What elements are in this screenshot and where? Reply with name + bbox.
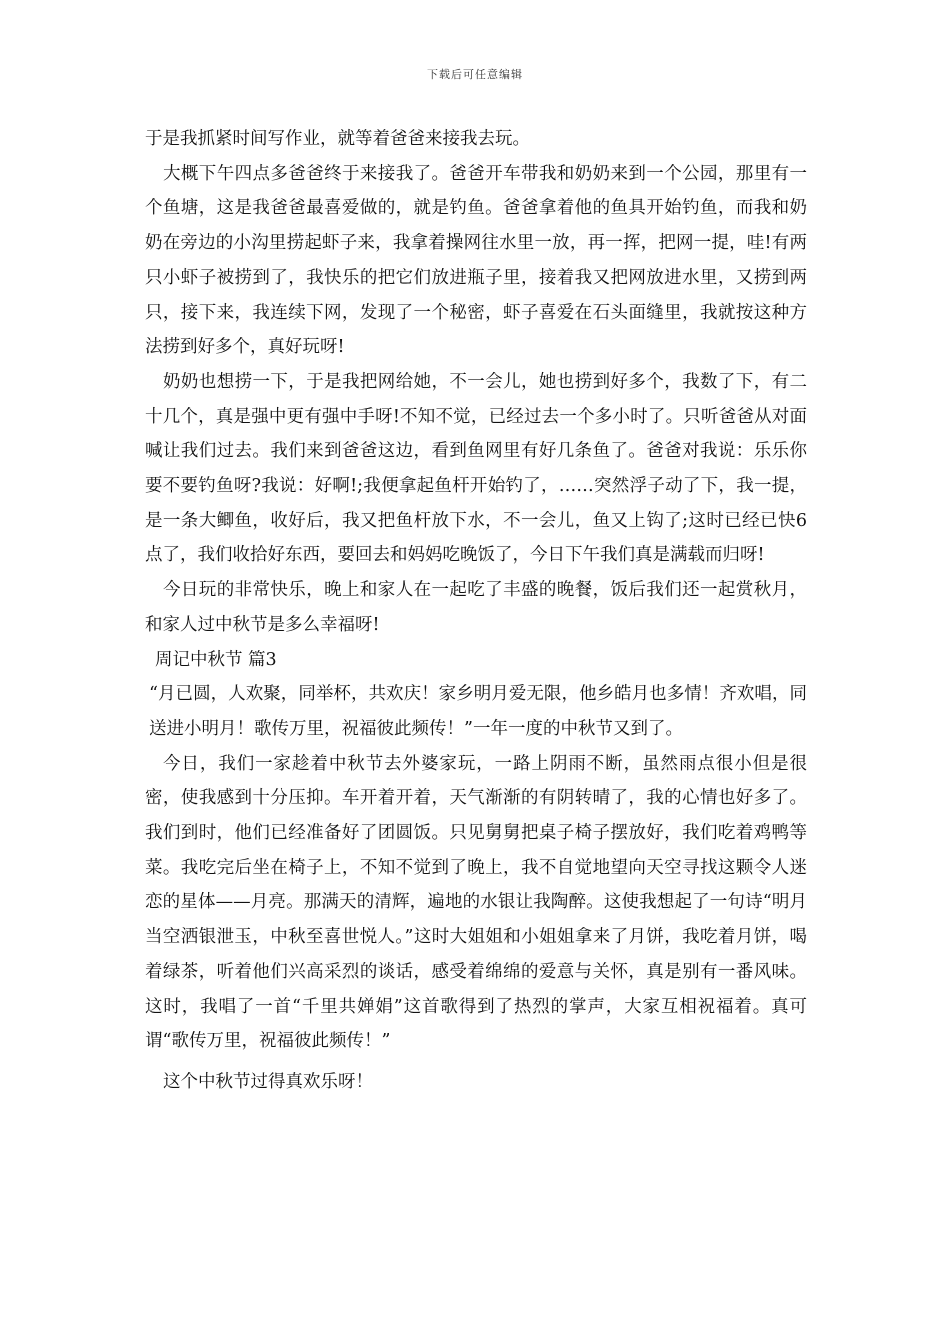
paragraph-grandmother-house: 今日，我们一家趁着中秋节去外婆家玩，一路上阴雨不断，虽然雨点很小但是很密，使我感到十分压抑。车开着开着，天气渐渐的有阴转晴了，我的心情也好多了。我们到时，他们已经准备好了团圆饭。只见舅舅把桌子椅子摆放好，我们吃着鸡鸭等菜。我吃完后坐在椅子上，不知不觉到了晚上，我不自觉地望向天空寻找这颗令人迷恋的星体——月亮。那满天的清辉，遍地的水银让我陶醉。这使我想起了一句诗“明月当空洒银泄玉，中秋至喜世悦人。”这时大姐姐和小姐姐拿来了月饼，我吃着月饼，喝着绿茶，听着他们兴高采烈的谈话，感受着绵绵的爱意与关怀，真是别有一番风味。这时，我唱了一首“千里共婵娟”这首歌得到了热烈的掌声，大家互相祝福着。真可谓“歌传万里，祝福彼此频传！” <box>145 753 807 1052</box>
paragraph-continuation: 于是我抓紧时间写作业，就等着爸爸来接我去玩。 <box>145 129 530 149</box>
section-heading: 周记中秋节 篇3 <box>155 649 277 670</box>
paragraph-conclusion: 这个中秋节过得真欢乐呀！ <box>163 1071 373 1092</box>
paragraph-fishing: 大概下午四点多爸爸终于来接我了。爸爸开车带我和奶奶来到一个公园，那里有一个鱼塘，这是我爸爸最喜爱做的，就是钓鱼。爸爸拿着他的鱼具开始钓鱼，而我和奶奶在旁边的小沟里捞起虾子来，我拿着操网往水里一放，再一挥，把网一提，哇!有两只小虾子被捞到了，我快乐的把它们放进瓶子里，接着我又把网放进水里，又捞到两只，接下来，我连续下网，发现了一个秘密，虾子喜爱在石头面缝里，我就按这种方法捞到好多个，真好玩呀! <box>145 163 807 358</box>
paragraph-grandma: 奶奶也想捞一下，于是我把网给她，不一会儿，她也捞到好多个，我数了下，有二十几个，真是强中更有强中手呀!不知不觉，已经过去一个多小时了。只听爸爸从对面喊让我们过去。我们来到爸爸这边，看到鱼网里有好几条鱼了。爸爸对我说：乐乐你要不要钓鱼呀?我说：好啊!;我便拿起鱼杆开始钓了，……突然浮子动了下，我一提，是一条大鲫鱼，收好后，我又把鱼杆放下水，不一会儿，鱼又上钩了;这时已经已快6点了，我们收拾好东西，要回去和妈妈吃晚饭了，今日下午我们真是满载而归呀! <box>145 371 807 566</box>
page-header: 下载后可任意编辑 <box>427 68 523 81</box>
paragraph-quote: “月已圆，人欢聚，同举杯，共欢庆！家乡明月爱无限，他乡皓月也多情！齐欢唱，同送进小明月！歌传万里，祝福彼此频传！”一年一度的中秋节又到了。 <box>149 684 807 739</box>
document-body <box>145 122 807 1100</box>
paragraph-evening: 今日玩的非常快乐，晚上和家人在一起吃了丰盛的晚餐，饭后我们还一起赏秋月，和家人过中秋节是多么幸福呀! <box>145 580 807 635</box>
